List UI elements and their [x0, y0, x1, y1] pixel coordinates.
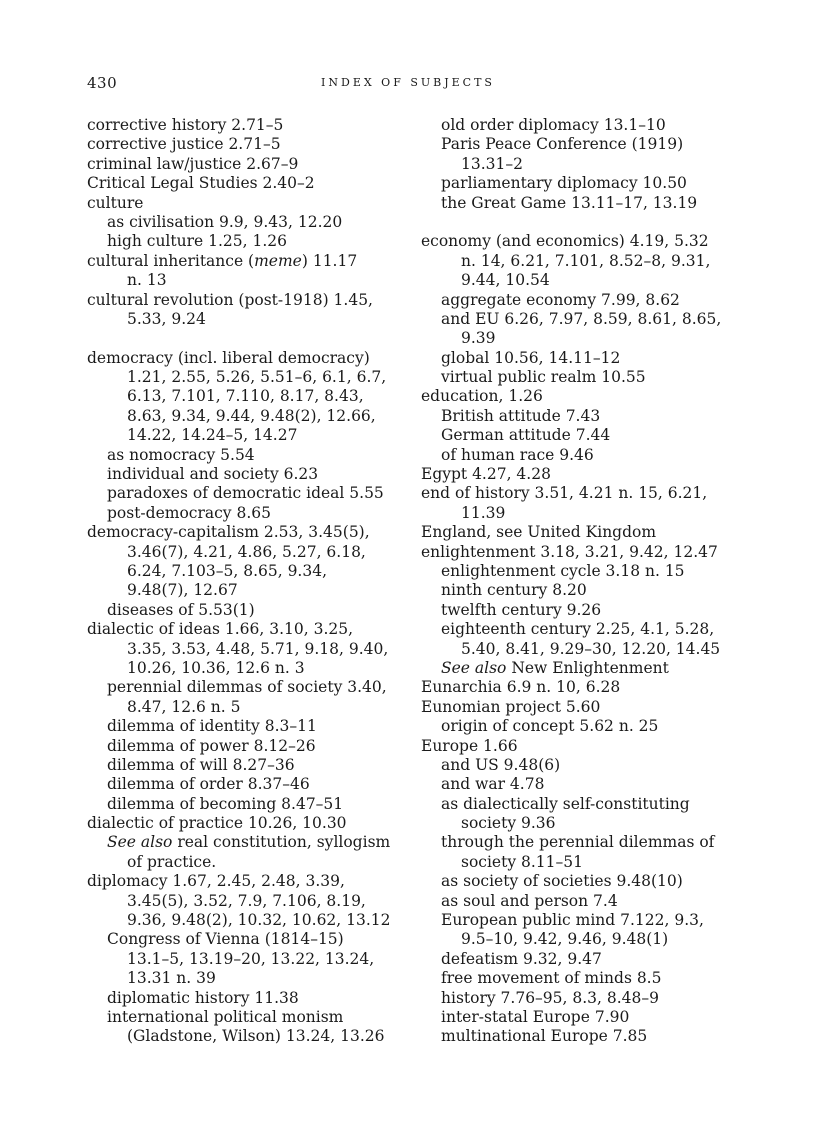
index-subentry: as soul and person 7.4 — [441, 891, 618, 910]
index-subentry: international political monism — [107, 1007, 344, 1026]
index-subentry: origin of concept 5.62 n. 25 — [441, 717, 659, 736]
index-entry-continuation: 10.26, 10.36, 12.6 n. 3 — [127, 658, 305, 677]
entry-text: cultural inheritance ( — [87, 251, 255, 270]
index-entry: Critical Legal Studies 2.40–2 — [87, 174, 315, 193]
index-subentry: dilemma of identity 8.3–11 — [107, 717, 317, 736]
index-subentry: ninth century 8.20 — [441, 581, 587, 600]
index-section-gap — [87, 329, 407, 348]
index-column-left — [87, 116, 407, 1047]
index-entry: enlightenment 3.18, 3.21, 9.42, 12.47 — [421, 542, 718, 561]
index-entry-continuation: 11.39 — [461, 503, 506, 522]
index-subentry: dilemma of power 8.12–26 — [107, 736, 316, 755]
index-subentry: dilemma of will 8.27–36 — [107, 755, 295, 774]
index-entry: Eunarchia 6.9 n. 10, 6.28 — [421, 678, 621, 697]
index-subentry: dilemma of becoming 8.47–51 — [107, 794, 344, 813]
index-subentry: diplomatic history 11.38 — [107, 988, 299, 1007]
index-subentry: parliamentary diplomacy 10.50 — [441, 174, 687, 193]
index-subentry: as society of societies 9.48(10) — [441, 872, 683, 891]
index-subentry: defeatism 9.32, 9.47 — [441, 949, 602, 968]
index-subentry — [421, 659, 741, 678]
index-entry-continuation: n. 14, 6.21, 7.101, 8.52–8, 9.31, — [461, 251, 711, 270]
index-entry-continuation: 9.44, 10.54 — [461, 271, 550, 290]
index-entry: cultural revolution (post-1918) 1.45, — [87, 290, 373, 309]
index-subentry: high culture 1.25, 1.26 — [107, 232, 287, 251]
index-subentry: enlightenment cycle 3.18 n. 15 — [441, 561, 685, 580]
entry-italic-text: See also — [441, 658, 507, 677]
index-subentry: diseases of 5.53(1) — [107, 600, 255, 619]
index-entry-continuation: society 8.11–51 — [461, 852, 583, 871]
index-subentry: Paris Peace Conference (1919) — [441, 135, 684, 154]
index-subentry: Congress of Vienna (1814–15) — [107, 930, 344, 949]
index-entry-continuation: 3.46(7), 4.21, 4.86, 5.27, 6.18, — [127, 542, 366, 561]
index-subentry: history 7.76–95, 8.3, 8.48–9 — [441, 988, 660, 1007]
running-head: INDEX OF SUBJECTS — [321, 76, 495, 89]
index-entry-continuation: 9.5–10, 9.42, 9.46, 9.48(1) — [461, 930, 669, 949]
index-entry-continuation: 9.39 — [461, 329, 496, 348]
entry-italic-text: meme — [254, 251, 302, 270]
index-entry: culture — [87, 193, 144, 212]
index-entry: corrective history 2.71–5 — [87, 116, 284, 134]
index-entry-continuation: 13.31–2 — [461, 154, 523, 173]
index-subentry: global 10.56, 14.11–12 — [441, 348, 621, 367]
index-subentry: British attitude 7.43 — [441, 406, 601, 425]
index-entry: dialectic of ideas 1.66, 3.10, 3.25, — [87, 620, 354, 639]
index-entry-continuation: 13.1–5, 13.19–20, 13.22, 13.24, — [127, 949, 375, 968]
index-entry-continuation: 9.48(7), 12.67 — [127, 581, 238, 600]
index-entry: Egypt 4.27, 4.28 — [421, 465, 551, 484]
index-subentry: paradoxes of democratic ideal 5.55 — [107, 484, 384, 503]
index-subentry: inter-statal Europe 7.90 — [441, 1007, 630, 1026]
index-subentry: old order diplomacy 13.1–10 — [441, 116, 666, 134]
index-entry-continuation: n. 13 — [127, 271, 167, 290]
index-subentry — [87, 833, 407, 852]
index-entry: diplomacy 1.67, 2.45, 2.48, 3.39, — [87, 872, 345, 891]
index-subentry: individual and society 6.23 — [107, 465, 319, 484]
index-entry-continuation: 9.36, 9.48(2), 10.32, 10.62, 13.12 — [127, 911, 391, 930]
index-entry-continuation: 3.45(5), 3.52, 7.9, 7.106, 8.19, — [127, 891, 366, 910]
index-subentry: as civilisation 9.9, 9.43, 12.20 — [107, 212, 343, 231]
index-entry-continuation: society 9.36 — [461, 814, 556, 833]
index-section-gap — [421, 213, 741, 232]
index-entry-continuation: 3.35, 3.53, 4.48, 5.71, 9.18, 9.40, — [127, 639, 389, 658]
index-entry: Europe 1.66 — [421, 736, 518, 755]
entry-italic-text: See also — [107, 833, 173, 852]
index-subentry: virtual public realm 10.55 — [441, 368, 646, 387]
index-subentry: twelfth century 9.26 — [441, 600, 602, 619]
entry-text: ) 11.17 — [301, 251, 358, 270]
index-entry: Eunomian project 5.60 — [421, 697, 601, 716]
entry-text: New Enlightenment — [506, 658, 669, 677]
index-entry-continuation: 14.22, 14.24–5, 14.27 — [127, 426, 298, 445]
index-column-right — [421, 116, 741, 1047]
page-number: 430 — [87, 74, 118, 92]
index-entry-continuation: 6.24, 7.103–5, 8.65, 9.34, — [127, 561, 328, 580]
index-subentry: free movement of minds 8.5 — [441, 969, 662, 988]
index-subentry: of human race 9.46 — [441, 445, 594, 464]
index-entry: corrective justice 2.71–5 — [87, 135, 281, 154]
index-entry: criminal law/justice 2.67–9 — [87, 154, 299, 173]
index-entry-continuation: 6.13, 7.101, 7.110, 8.17, 8.43, — [127, 387, 364, 406]
index-entry-continuation: 8.63, 9.34, 9.44, 9.48(2), 12.66, — [127, 406, 376, 425]
index-entry-continuation: 1.21, 2.55, 5.26, 5.51–6, 6.1, 6.7, — [127, 368, 387, 387]
index-entry-continuation: 8.47, 12.6 n. 5 — [127, 697, 241, 716]
index-entry-continuation: 13.31 n. 39 — [127, 969, 216, 988]
index-entry — [87, 252, 407, 271]
index-entry: education, 1.26 — [421, 387, 543, 406]
index-subentry: German attitude 7.44 — [441, 426, 611, 445]
index-entry: end of history 3.51, 4.21 n. 15, 6.21, — [421, 484, 708, 503]
index-entry-continuation: of practice. — [127, 852, 217, 871]
index-entry-continuation: 5.40, 8.41, 9.29–30, 12.20, 14.45 — [461, 639, 721, 658]
index-entry-continuation: 5.33, 9.24 — [127, 309, 206, 328]
index-subentry: as nomocracy 5.54 — [107, 445, 255, 464]
index-entry-continuation: (Gladstone, Wilson) 13.24, 13.26 — [127, 1027, 385, 1046]
index-subentry: aggregate economy 7.99, 8.62 — [441, 290, 680, 309]
index-subentry: dilemma of order 8.37–46 — [107, 775, 310, 794]
index-entry: democracy-capitalism 2.53, 3.45(5), — [87, 523, 370, 542]
index-entry: democracy (incl. liberal democracy) — [87, 348, 370, 367]
index-subentry: multinational Europe 7.85 — [441, 1027, 648, 1046]
index-subentry: and war 4.78 — [441, 775, 545, 794]
index-subentry: through the perennial dilemmas of — [441, 833, 715, 852]
entry-text: real constitution, syllogism — [172, 833, 391, 852]
index-entry: dialectic of practice 10.26, 10.30 — [87, 814, 347, 833]
index-subentry: the Great Game 13.11–17, 13.19 — [441, 193, 698, 212]
index-entry: England, see United Kingdom — [421, 523, 657, 542]
index-subentry: European public mind 7.122, 9.3, — [441, 911, 704, 930]
index-subentry: as dialectically self-constituting — [441, 794, 690, 813]
index-subentry: and EU 6.26, 7.97, 8.59, 8.61, 8.65, — [441, 309, 722, 328]
index-subentry: and US 9.48(6) — [441, 755, 561, 774]
index-subentry: eighteenth century 2.25, 4.1, 5.28, — [441, 620, 715, 639]
index-subentry: post-democracy 8.65 — [107, 503, 272, 522]
index-subentry: perennial dilemmas of society 3.40, — [107, 678, 387, 697]
index-entry: economy (and economics) 4.19, 5.32 — [421, 232, 709, 251]
